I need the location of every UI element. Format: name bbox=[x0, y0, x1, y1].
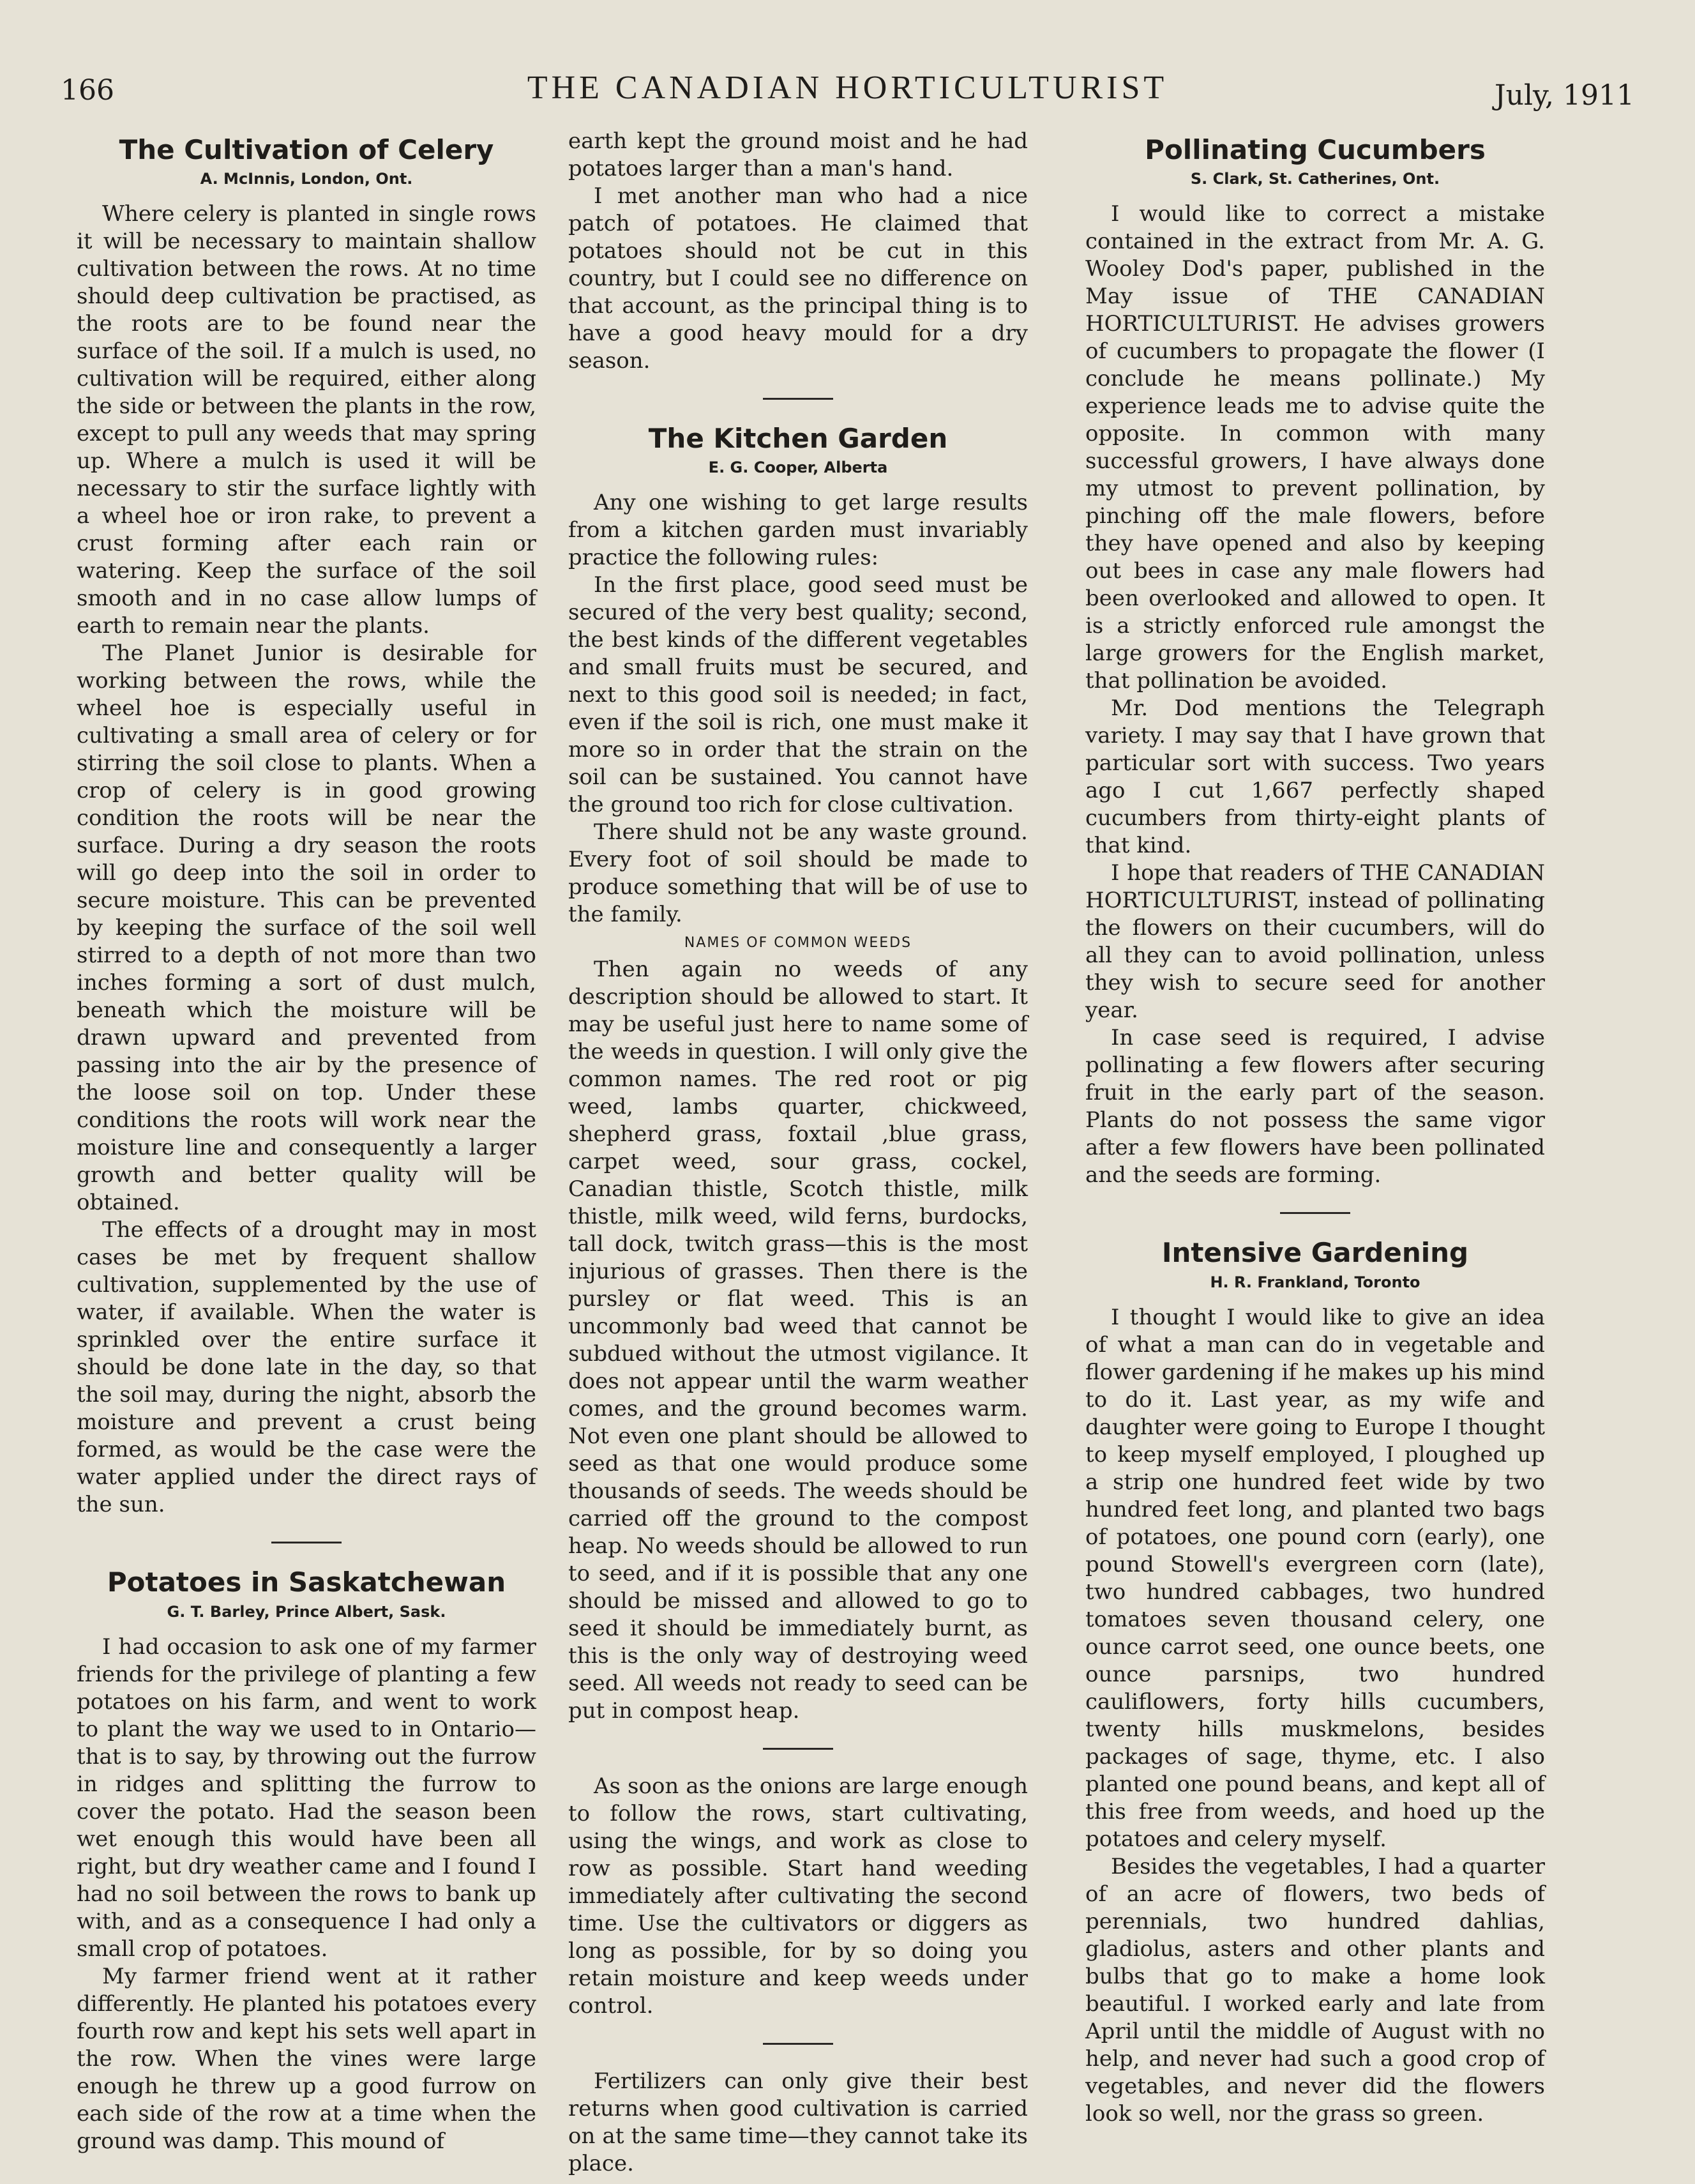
paragraph: In the first place, good seed must be secured of the very best quality; second, the best kinds of the different vegetables and small fruits must be secured, and next to this good soil is needed; in fact, even if the soil is rich, one must make it more so in order that the strain on the soil can be sustained. You cannot have the ground too rich for close cultivation. bbox=[568, 572, 1028, 818]
paragraph: I hope that readers of THE CANADIAN HORTICULTURIST, instead of pollinating the flowers on their cucumbers, will do all they can to avoid pollination, unless they wish to secure seed for another year. bbox=[1085, 860, 1545, 1024]
paragraph: earth kept the ground moist and he had potatoes larger than a man's hand. bbox=[568, 128, 1028, 181]
section-divider bbox=[271, 1542, 342, 1543]
article-title: The Kitchen Garden bbox=[648, 423, 948, 454]
paragraph: The effects of a drought may in most cases be met by frequent shallow cultivation, supplemented by the use of water, if available. When the water is sprinkled over the entire surface it should be done late in the day, so that the soil may, during the night, absorb the moisture and prevent a crust being formed, as would be the case were the water applied under the direct rays of the sun. bbox=[77, 1217, 536, 1518]
column-middle bbox=[568, 128, 1028, 2178]
article-byline: S. Clark, St. Catherines, Ont. bbox=[1190, 170, 1440, 188]
section-divider bbox=[763, 2043, 833, 2045]
column-left bbox=[77, 128, 536, 2155]
section-divider bbox=[763, 398, 833, 400]
paragraph: Any one wishing to get large results from a kitchen garden must invariably practice the following rules: bbox=[568, 490, 1028, 571]
paragraph: Then again no weeds of any description should be allowed to start. It may be useful just here to name some of the weeds in question. I will only give the common names. The red root or pig weed, lambs quarter, chickweed, shepherd grass, foxtail ,blue grass, carpet weed, sour grass, cockel, Canadian thistle, Scotch thistle, milk thistle, milk weed, wild ferns, burdocks, tall dock, twitch grass—this is the most injurious of grasses. Then there is the pursley or flat weed. This is an uncommonly bad weed that cannot be subdued without the utmost vigilance. It does not appear until the warm weather comes, and the ground becomes warm. Not even one plant should be allowed to seed as that one would produce some thousands of seeds. The weeds should be carried off the ground to the compost heap. No weeds should be allowed to run to seed, and if it is possible that any one should be missed and allowed to go to seed it should be immediately burnt, as this is the only way of destroying weed seed. All weeds not ready to seed can be put in compost heap. bbox=[568, 957, 1028, 1724]
article-celery bbox=[77, 134, 536, 1519]
column-right bbox=[1085, 128, 1545, 2128]
masthead: THE CANADIAN HORTICULTURIST bbox=[527, 70, 1168, 106]
paragraph: There shuld not be any waste ground. Every foot of soil should be made to produce something that will be of use to the family. bbox=[568, 819, 1028, 928]
article-byline: A. McInnis, London, Ont. bbox=[200, 170, 413, 188]
article-intensive-gardening bbox=[1085, 1237, 1545, 2127]
note-fertilizers: Fertilizers can only give their best returns when good cultivation is carried on at the same time—they cannot take its place. bbox=[568, 2068, 1028, 2177]
article-cucumbers bbox=[1085, 134, 1545, 1189]
page-number: 166 bbox=[61, 74, 114, 107]
subheading: NAMES OF COMMON WEEDS bbox=[684, 935, 912, 952]
issue-date: July, 1911 bbox=[1494, 79, 1634, 112]
article-kitchen-garden bbox=[568, 423, 1028, 1725]
paragraph: I had occasion to ask one of my farmer friends for the privilege of planting a few potatoes on his farm, and went to work to plant the way we used to in Ontario—that is to say, by throwing out the furrow in ridges and splitting the furrow to cover the potato. Had the season been wet enough this would have been all right, but dry weather came and I found I had no soil between the rows to bank up with, and as a consequence I had only a small crop of potatoes. bbox=[77, 1634, 536, 1962]
paragraph: I thought I would like to give an idea of what a man can do in vegetable and flower gardening if he makes up his mind to do it. Last year, as my wife and daughter were going to Europe I thought to keep myself employed, I ploughed up a strip one hundred feet wide by two hundred feet long, and planted two bags of potatoes, one pound corn (early), one pound Stowell's evergreen corn (late), two hundred cabbages, two hundred tomatoes seven thousand celery, one ounce carrot seed, one ounce beets, one ounce parsnips, two hundred cauliflowers, forty hills cucumbers, twenty hills muskmelons, besides packages of sage, thyme, etc. I also planted one pound beans, and kept all of this free from weeds, and hoed up the potatoes and celery myself. bbox=[1085, 1304, 1545, 1852]
article-byline: E. G. Cooper, Alberta bbox=[708, 459, 888, 477]
section-divider bbox=[763, 1748, 833, 1750]
potatoes-continuation bbox=[568, 128, 1028, 375]
article-byline: G. T. Barley, Prince Albert, Sask. bbox=[167, 1602, 446, 1621]
article-title: The Cultivation of Celery bbox=[119, 134, 494, 165]
page-header bbox=[54, 64, 1641, 121]
paragraph: Mr. Dod mentions the Telegraph variety. I may say that I have grown that particular sort with success. Two years ago I cut 1,667 perfectly shaped cucumbers from thirty-eight plants of that kind. bbox=[1085, 695, 1545, 859]
paragraph: Besides the vegetables, I had a quarter of an acre of flowers, two beds of perennials, two hundred dahlias, gladiolus, asters and other plants and bulbs that go to make a home look beautiful. I worked early and late from April until the middle of August with no help, and never had such a good crop of vegetables, and never did the flowers look so well, nor the grass so green. bbox=[1085, 1853, 1545, 2127]
paragraph: My farmer friend went at it rather differently. He planted his potatoes every fourth row and kept his sets well apart in the row. When the vines were large enough he threw up a good furrow on each side of the row at a time when the ground was damp. This mound of bbox=[77, 1963, 536, 2154]
article-potatoes bbox=[77, 1566, 536, 2155]
paragraph: I would like to correct a mistake contained in the extract from Mr. A. G. Wooley Dod's paper, published in the May issue of THE CANADIAN HORTICULTURIST. He advises growers of cucumbers to propagate the flower (I conclude he means pollinate.) My experience leads me to advise quite the opposite. In common with many successful growers, I have always done my utmost to prevent pollination, by pinching off the male flowers, before they have opened and also by keeping out bees in case any male flowers had been overlooked and allowed to open. It is a strictly enforced rule amongst the large growers for the English market, that pollination be avoided. bbox=[1085, 201, 1545, 694]
paragraph: Where celery is planted in single rows it will be necessary to maintain shallow cultivation between the rows. At no time should deep cultivation be practised, as the roots are to be found near the surface of the soil. If a mulch is used, no cultivation will be required, either along the side or between the plants in the row, except to pull any weeds that may spring up. Where a mulch is used it will be necessary to stir the surface lightly with a wheel hoe or iron rake, to prevent a crust forming after each rain or watering. Keep the surface of the soil smooth and in no case allow lumps of earth to remain near the plants. bbox=[77, 201, 536, 639]
paragraph: I met another man who had a nice patch of potatoes. He claimed that potatoes should not be cut in this country, but I could see no difference on that account, as the principal thing is to have a good heavy mould for a dry season. bbox=[568, 183, 1028, 374]
article-title: Pollinating Cucumbers bbox=[1145, 134, 1486, 165]
paragraph: In case seed is required, I advise pollinating a few flowers after securing fruit in the early part of the season. Plants do not possess the same vigor after a few flowers have been pollinated and the seeds are forming. bbox=[1085, 1025, 1545, 1188]
section-divider bbox=[1280, 1212, 1350, 1214]
article-title: Intensive Gardening bbox=[1161, 1237, 1469, 1269]
note-onions: As soon as the onions are large enough to follow the rows, start cultivating, using the wings, and work as close to row as possible. Start hand weeding immediately after cultivating the second time. Use the cultivators or diggers as long as possible, for by so doing you retain moisture and keep weeds under control. bbox=[568, 1773, 1028, 2019]
article-title: Potatoes in Saskatchewan bbox=[107, 1566, 506, 1598]
paragraph: The Planet Junior is desirable for working between the rows, while the wheel hoe is especially useful in cultivating a small area of celery or for stirring the soil close to plants. When a crop of celery is in good growing condition the roots will be near the surface. During a dry season the roots will go deep into the soil in order to secure moisture. This can be prevented by keeping the surface of the soil well stirred to a depth of not more than two inches forming a sort of dust mulch, beneath which the moisture will be drawn upward and prevented from passing into the air by the presence of the loose soil on top. Under these conditions the roots will work near the moisture line and consequently a larger growth and better quality will be obtained. bbox=[77, 641, 536, 1216]
article-byline: H. R. Frankland, Toronto bbox=[1210, 1273, 1420, 1291]
